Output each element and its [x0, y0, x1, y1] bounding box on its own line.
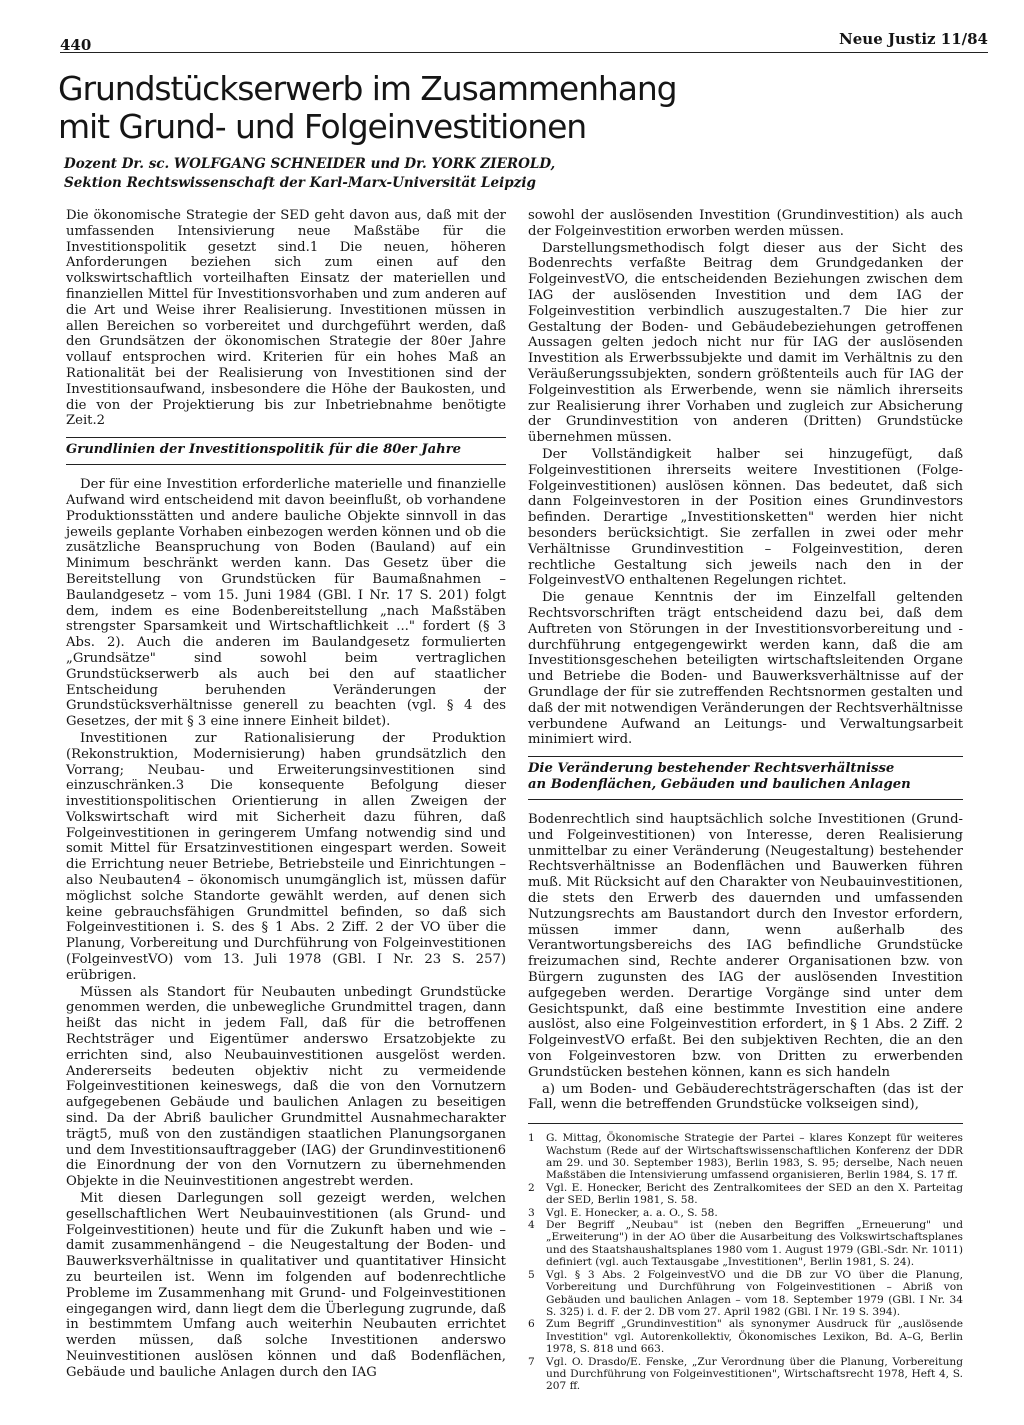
section-heading-2-line-2: an Bodenflächen, Gebäuden und baulichen Anlagen	[528, 777, 911, 793]
footnote-text: Vgl. § 3 Abs. 2 FolgeinvestVO und die DB zur VO über die Planung, Vorbereitung und Durchführung von Folgeinvestitionen – Abriß von Gebäuden und baulichen Anlagen – vom 18. September 1979 (GBl. I Nr. 34 S. 325) i. d. F. der 2. DB vom 27. April 1982 (GBl. I Nr. 19 S. 394).	[546, 1268, 963, 1318]
author-byline	[64, 155, 964, 193]
footnote	[528, 1207, 963, 1219]
left-paragraph-3: Investitionen zur Rationalisierung der Produktion (Rekonstruktion, Modernisierung) haben grundsätzlich den Vorrang; Neubau- und Erweiterungsinvestitionen sind einzuschränken.3 Die konsequente Befolgung dieser investitionspolitischen Orientierung in allen Zweigen der Volkswirtschaft wird mit Sicherheit dazu führen, daß Folgeinvestitionen in geringerem Umfang notwendig sind und somit Mittel für Ersatzinvestitionen eingespart werden. Soweit die Errichtung neuer Betriebe, Betriebsteile und Einrichtungen – also Neubauten4 – ökonomisch unumgänglich ist, müssen dafür möglichst solche Standorte gewählt werden, auf denen sich keine gebrauchsfähigen Grundmittel befinden, so daß sich Folgeinvestitionen i. S. des § 1 Abs. 2 Ziff. 2 der VO über die Planung, Vorbereitung und Durchführung von Folgeinvestitionen (FolgeinvestVO) vom 13. Juli 1978 (GBl. I Nr. 23 S. 257) erübrigen.	[66, 730, 506, 983]
footnote-number: 5	[528, 1268, 535, 1281]
footnote	[528, 1269, 963, 1319]
footnote	[528, 1318, 963, 1355]
footnote-number: 7	[528, 1355, 535, 1368]
left-paragraph-1: Die ökonomische Strategie der SED geht davon aus, daß mit der umfassenden Intensivierung neue Maßstäbe für die Investitionspolitik gesetzt sind.1 Die neuen, höheren Anforderungen beziehen sich zum einen auf den volkswirtschaftlich vorteilhaften Einsatz der materiellen und finanziellen Mittel für Investitionsvorhaben und zum anderen auf die Art und Weise ihrer Realisierung. Investitionen müssen in allen Bereichen so vorbereitet und durchgeführt werden, daß den Grundsätzen der ökonomischen Strategie der 80er Jahre vollauf entsprochen wird. Kriterien für ein hohes Maß an Rationalität bei der Realisierung von Investitionen sind der Investitionsaufwand, insbesondere die Höhe der Baukosten, und die von der Projektierung bis zur Inbetriebnahme benötigte Zeit.2	[66, 208, 506, 429]
section-heading-2-line-1: Die Veränderung bestehender Rechtsverhältnisse	[528, 761, 895, 777]
footnote	[528, 1182, 963, 1207]
footnotes	[528, 1123, 963, 1393]
right-paragraph-3: Der Vollständigkeit halber sei hinzugefügt, daß Folgeinvestitionen ihrerseits weitere Investitionen (Folge-Folgeinvestitionen) auslösen können. Das bedeutet, daß sich dann Folgeinvestoren in der Position eines Grundinvestors befinden. Derartige „Investitionsketten" werden hier nicht besonders berücksichtigt. Sie zerfallen in zwei oder mehr Verhältnisse Grundinvestition – Folgeinvestition, deren rechtliche Gestaltung sich jeweils nach den in der FolgeinvestVO enthaltenen Regelungen richtet.	[528, 446, 963, 589]
left-paragraph-5: Mit diesen Darlegungen soll gezeigt werden, welchen gesellschaftlichen Wert Neubauinvestitionen (als Grund- und Folgeinvestitionen) heute und für die Zukunft haben und wie – damit zusammenhängend – die Neugestaltung der Boden- und Bauwerksverhältnisse in qualitativer und quantitativer Hinsicht zu beurteilen ist. Wenn im folgenden auf bodenrechtliche Probleme im Zusammenhang mit Grund- und Folgeinvestitionen eingegangen wird, dann liegt dem die Überlegung zugrunde, daß in bestimmtem Umfang auch weiterhin Neubauten errichtet werden müssen, daß solche Investitionen anderswo Neuinvestitionen auslösen können und daß Bodenflächen, Gebäude und bauliche Anlagen durch den IAG	[66, 1191, 506, 1380]
journal-issue: Neue Justiz 11/84	[839, 30, 988, 48]
footnote-number: 3	[528, 1206, 535, 1219]
footnote-number: 1	[528, 1132, 535, 1145]
footnote-number: 4	[528, 1219, 535, 1232]
footnote-text: G. Mittag, Ökonomische Strategie der Partei – klares Konzept für weiteres Wachstum (Rede auf der Wirtschaftswissenschaftlichen Konferenz der DDR am 29. und 30. September 1983), Berlin 1983, S. 95; derselbe, Nach neuen Maßstäben die Intensivierung umfassend organisieren, Berlin 1984, S. 17 ff.	[546, 1132, 963, 1182]
author-affiliation: Sektion Rechtswissenschaft der Karl-Marx-Universität Leipzig	[64, 175, 536, 191]
left-paragraph-4: Müssen als Standort für Neubauten unbedingt Grundstücke genommen werden, die unbewegliche Grundmittel tragen, dann heißt das nicht in jedem Fall, daß für die betroffenen Rechtsträger und Eigentümer anderswo Ersatzobjekte zu errichten sind, also Neubauinvestitionen ausgelöst werden. Andererseits bedeuten objektiv nicht zu vermeidende Folgeinvestitionen keineswegs, daß die von den Vornutzern aufgegebenen Gebäude und baulichen Anlagen zu beseitigen sind. Da der Abriß baulicher Grundmittel Ausnahmecharakter trägt5, muß von den zuständigen staatlichen Planungsorganen und dem Investitionsauftraggeber (IAG) der Grundinvestitionen6 die Einordnung der von den Vornutzern zu übernehmenden Objekte in die Neuinvestitionen angestrebt werden.	[66, 984, 506, 1190]
title-line-2: mit Grund- und Folgeinvestitionen	[58, 107, 587, 146]
section-heading-1	[66, 437, 506, 465]
header-rule	[60, 52, 988, 53]
right-paragraph-2: Darstellungsmethodisch folgt dieser aus der Sicht des Bodenrechts verfaßte Beitrag dem Grundgedanken der FolgeinvestVO, die entscheidenden Beziehungen zwischen dem IAG der auslösenden Investition und dem IAG der Folgeinvestition verbindlich auszugestalten.7 Die hier zur Gestaltung der Boden- und Gebäudebeziehungen getroffenen Aussagen gelten jedoch nicht nur für IAG der auslösenden Investition als Erwerbssubjekte und damit im Verhältnis zu den Veräußerungssubjekten, sondern größtenteils auch für IAG der Folgeinvestition als Erwerbende, wenn sie nämlich ihrerseits zur Realisierung ihrer Vorhaben und zugleich zur Absicherung der Grundinvestition von anderen (Dritten) Grundstücke übernehmen müssen.	[528, 240, 963, 446]
footnote	[528, 1356, 963, 1393]
footnote	[528, 1219, 963, 1269]
right-paragraph-6: a) um Boden- und Gebäuderechtsträgerschaften (das ist der Fall, wenn die betreffenden Grundstücke volkseigen sind),	[528, 1081, 963, 1113]
article-title	[58, 70, 958, 146]
footnote-text: Vgl. O. Drasdo/E. Fenske, „Zur Verordnung über die Planung, Vorbereitung und Durchführung von Folgeinvestitionen", Wirtschaftsrecht 1978, Heft 4, S. 207 ff.	[546, 1355, 963, 1393]
page-number: 440	[60, 36, 92, 54]
footnote	[528, 1132, 963, 1182]
footnote-number: 2	[528, 1181, 535, 1194]
right-paragraph-4: Die genaue Kenntnis der im Einzelfall geltenden Rechtsvorschriften trägt entscheidend dazu bei, daß dem Auftreten von Störungen in der Investitionsvorbereitung und -durchführung entgegengewirkt werden kann, daß die am Investitionsgeschehen beteiligten wirtschaftsleitenden Organe und Betriebe die Boden- und Bauwerksverhältnisse auf der Grundlage der für sie zutreffenden Rechtsnormen gestalten und daß der mit notwendigen Veränderungen der Rechtsverhältnisse verbundene Aufwand an Leitungs- und Verwaltungsarbeit minimiert wird.	[528, 590, 963, 748]
right-paragraph-1: sowohl der auslösenden Investition (Grundinvestition) als auch der Folgeinvestition erworben werden müssen.	[528, 208, 963, 239]
right-column	[528, 208, 963, 1393]
footnote-text: Vgl. E. Honecker, a. a. O., S. 58.	[546, 1206, 718, 1219]
section-heading-1-text: Grundlinien der Investitionspolitik für die 80er Jahre	[66, 442, 462, 458]
title-line-1: Grundstückserwerb im Zusammenhang	[58, 69, 677, 108]
footnote-text: Vgl. E. Honecker, Bericht des Zentralkomitees der SED an den X. Parteitag der SED, Berlin 1981, S. 58.	[546, 1181, 963, 1207]
footnote-text: Der Begriff „Neubau" ist (neben den Begriffen „Erneuerung" und „Erweiterung") in der AO über die Ausarbeitung des Volkswirtschaftsplanes und des Staatshaushaltsplanes 1980 vom 1. August 1979 (GBl.-Sdr. Nr. 1011) definiert (vgl. auch Textausgabe „Investitionen", Berlin 1981, S. 24).	[546, 1219, 963, 1269]
section-heading-2	[528, 756, 963, 800]
left-paragraph-2: Der für eine Investition erforderliche materielle und finanzielle Aufwand wird entscheidend mit davon beeinflußt, ob vorhandene Produktionsstätten und andere bauliche Objekte sinnvoll in das jeweils geplante Vorhaben einbezogen werden können und ob die zusätzliche Beanspruchung von Boden (Bauland) auf ein Minimum beschränkt werden kann. Das Gesetz über die Bereitstellung von Grundstücken für Baumaßnahmen – Baulandgesetz – vom 15. Juni 1984 (GBl. I Nr. 17 S. 201) folgt dem, indem es eine Bodenbereitstellung „nach Maßstäben strengster Sparsamkeit und Wirtschaftlichkeit ..." fordert (§ 3 Abs. 2). Auch die anderen im Baulandgesetz formulierten „Grundsätze" sind sowohl beim vertraglichen Grundstückserwerb als auch bei den auf staatlicher Entscheidung beruhenden Veränderungen der Grundstücksverhältnisse generell zu beachten (vgl. § 4 des Gesetzes, der mit § 3 eine innere Einheit bildet).	[66, 477, 506, 730]
right-paragraph-5: Bodenrechtlich sind hauptsächlich solche Investitionen (Grund- und Folgeinvestitionen) von Interesse, deren Realisierung unmittelbar zu einer Veränderung (Neugestaltung) bestehender Rechtsverhältnisse an Bodenflächen und Bauwerken führen muß. Mit Rücksicht auf den Charakter von Neubauinvestitionen, die stets den Erwerb des dauernden und umfassenden Nutzungsrechts am Baustandort durch den Investor erfordern, müssen immer dann, wenn außerhalb des Verantwortungsbereichs des IAG befindliche Grundstücke freizumachen sind, Rechte anderer Organisationen bzw. von Bürgern zugunsten des IAG der auslösenden Investition aufgegeben werden. Derartige Vorgänge sind unter dem Gesichtspunkt, daß eine bestimmte Investition eine andere auslöst, also eine Folgeinvestition erfordert, in § 1 Abs. 2 Ziff. 2 FolgeinvestVO erfaßt. Bei den subjektiven Rechten, die an den von Folgeinvestoren bzw. von Dritten zu erwerbenden Grundstücken bestehen können, kann es sich handeln	[528, 812, 963, 1080]
footnote-text: Zum Begriff „Grundinvestition" als synonymer Ausdruck für „auslösende Investition" vgl. Autorenkollektiv, Ökonomisches Lexikon, Bd. A–G, Berlin 1978, S. 818 und 663.	[546, 1318, 963, 1356]
footnote-number: 6	[528, 1318, 535, 1331]
left-column	[66, 208, 506, 1381]
author-names: Dozent Dr. sc. WOLFGANG SCHNEIDER und Dr. YORK ZIEROLD,	[64, 156, 556, 172]
